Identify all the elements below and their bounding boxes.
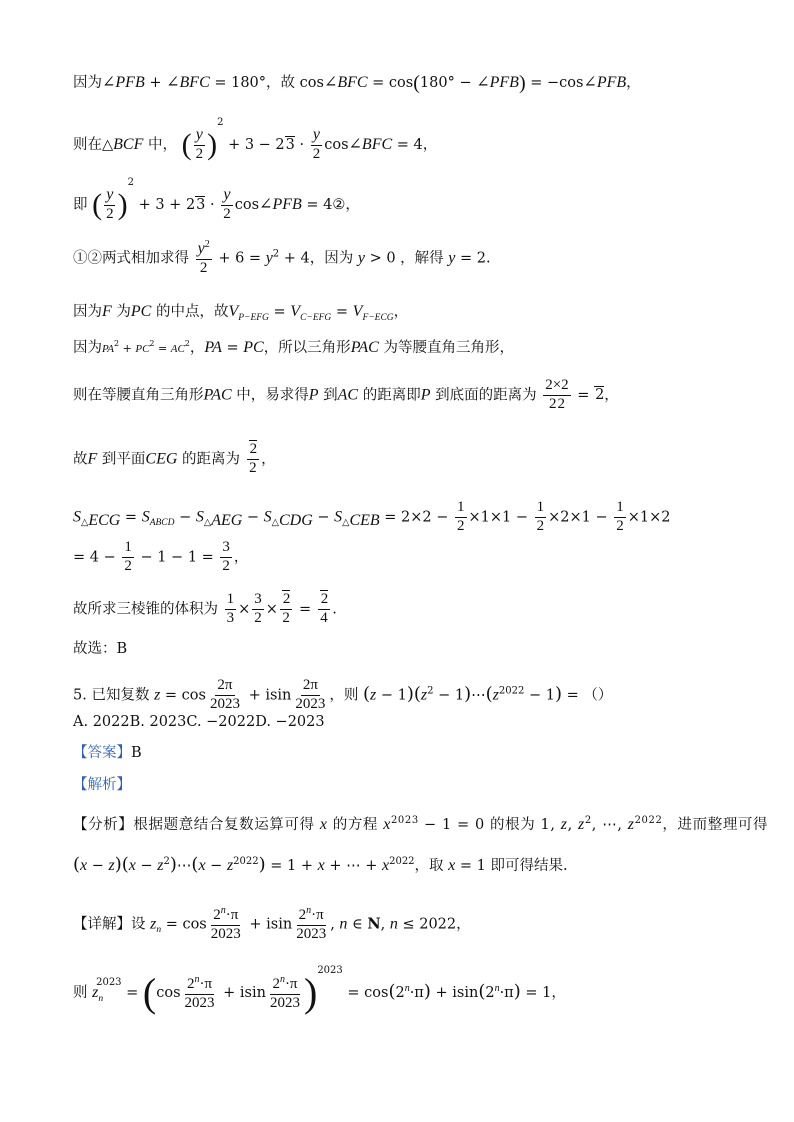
line-1: 因为∠PFB + ∠BFC = 180°，故 cos∠BFC = cos(180° − ∠PFB) = −cos∠PFB， xyxy=(73,72,641,94)
line-4: ①②两式相加求得 $\frac{y^2}{2}$ + $6 = y^2 + 4$，因为 y > 0 ，解得 y = 2. xyxy=(73,239,491,276)
analysis-line-1: 【分析】根据题意结合复数运算可得 x 的方程 $x^{2023} - 1 = 0$ 的根为 1, z, $z^2$, ⋯, $z^{2022}$，进而整理可得 xyxy=(73,815,769,833)
question-5: 5. 已知复数 z = cos $\frac{2\pi}{2023}$ + isin $\frac{2\pi}{2023}$ ，则 $(z - 1)(z^2$ − $1)\cdots(z^{2022} - 1)$ = （） xyxy=(73,677,613,712)
detail-line-1: 【详解】设 $z_n = \cos$ $\frac{2^n\cdot\pi}{2023}$ + isin $\frac{2^n\cdot\pi}{2023}$ , n ∈ N, n ≤ 2022， xyxy=(73,905,471,942)
options-line: A. 2022B. 2023C. −2022D. −2023 xyxy=(73,714,325,730)
line-9: $S_{\triangle ECG} = S_{ABCD} - S_{\triangle AEG} - S_{\triangle CDG} - S_{\triangle CEB} = 2\times 2$ − $\frac{1}{2}$ ×1×1 − $\frac{1}{2}$ ×2×1 − $\frac{1}{2}$ ×1×2 xyxy=(73,499,671,534)
line-10: = 4 − $\frac{1}{2}$ − 1 − 1 = $\frac{3}{2}$ ， xyxy=(73,539,249,574)
line-5: 因为F 为PC 的中点，故$V_{P-EFG} = V_{C-EFG} = V_{F-ECG}$， xyxy=(73,303,409,323)
line-8: 故F 到平面CEG 的距离为 $\frac{2}{2}$ ， xyxy=(73,441,276,476)
analysis-line-2: $(x - z)(x - z^2)\cdots(x - z^{2022}) = 1 + x$ + ⋯ + $x^{2022}$，取 x = 1 即可得结果. xyxy=(73,854,568,875)
line-12: 故选：B xyxy=(73,641,128,657)
line-2: 则在△BCF 中， ( $\frac{y}{2}$ )$^2$ + 3 − 23 · $\frac{y}{2}$ cos∠BFC = 4， xyxy=(73,117,438,163)
detail-line-2: 则 $z_n^{2023} = (\cos$ $\frac{2^n\cdot\pi}{2023}$ + isin $\frac{2^n\cdot\pi}{2023}$ )$^{2023} = \cos(2^n\cdot\pi) + isin(2^n\cdot\pi) = 1$， xyxy=(73,965,566,1015)
line-11: 故所求三棱锥的体积为 $\frac{1}{3}$ × $\frac{3}{2}$ × $\frac{2}{2}$ = $\frac{2}{4}$ . xyxy=(73,591,337,626)
line-6: 因为$PA^2 + PC^2 = AC^2$，PA = PC，所以三角形PAC 为等腰直角三角形， xyxy=(73,339,514,356)
line-3: 即 ( $\frac{y}{2}$ )$^2$ + 3 + 23 · $\frac{y}{2}$ cos∠PFB = 4②， xyxy=(73,177,360,223)
analysis-label: 【解析】 xyxy=(73,777,131,793)
answer-value: B xyxy=(131,745,142,761)
line-7: 则在等腰直角三角形PAC 中，易求得P 到AC 的距离即P 到底面的距离为 $\frac{2\times 2}{22}$ = 2， xyxy=(73,377,619,412)
answer-label: 【答案】B xyxy=(73,745,142,761)
